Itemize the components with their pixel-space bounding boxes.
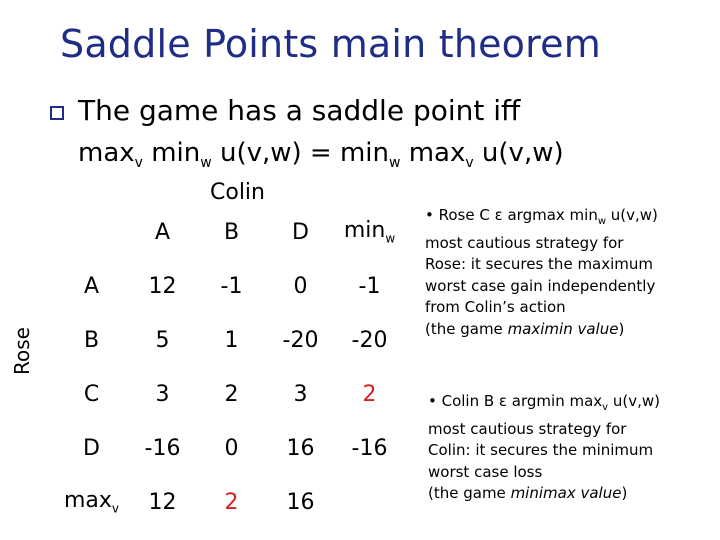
table-cell: -16: [351, 435, 388, 461]
note-text: • Rose C ε argmax min: [425, 206, 598, 224]
note-text: u(v,w): [608, 392, 660, 410]
formula-sub: v: [465, 155, 474, 172]
row-header-max: [55, 475, 128, 529]
slide-title: Saddle Points main theorem: [60, 22, 601, 66]
min-sub: w: [385, 231, 396, 246]
note-text: u(v,w): [606, 206, 658, 224]
formula-max: max: [78, 138, 135, 168]
note-sub: v: [602, 402, 609, 413]
table-row: [55, 259, 404, 313]
note-sub: w: [597, 216, 607, 227]
note-emphasis: minimax value: [510, 484, 622, 502]
note-line: Rose: it secures the maximum: [425, 255, 654, 273]
min-label: min: [343, 218, 386, 244]
max-sub: v: [111, 501, 120, 516]
note-line: worst case gain independently: [425, 276, 656, 295]
note-text: ): [618, 319, 625, 338]
bullet-statement: [50, 94, 520, 127]
table-cell: -20: [351, 327, 388, 353]
table-cell: 3: [293, 381, 308, 407]
table-cell: 3: [155, 381, 170, 407]
column-header: B: [223, 219, 240, 245]
rose-label: Rose: [10, 327, 34, 375]
note-line: worst case loss: [428, 462, 543, 481]
note-text: (the game: [425, 319, 508, 338]
table-cell: 0: [224, 435, 239, 461]
column-header: A: [154, 219, 171, 245]
column-header: D: [292, 219, 309, 245]
table-row: [55, 367, 404, 421]
table-header-row: [55, 205, 404, 259]
table-cell-highlighted: 2: [362, 381, 377, 407]
square-bullet-icon: [50, 106, 64, 120]
table-cell: -16: [144, 435, 181, 461]
note-text: ): [621, 484, 628, 502]
formula-sub: w: [389, 155, 401, 172]
table-cell: 2: [224, 381, 239, 407]
table-row: [55, 313, 404, 367]
payoff-matrix: [55, 205, 404, 529]
note-line: most cautious strategy for: [425, 233, 624, 252]
formula-end: u(v,w): [473, 138, 564, 168]
column-header-min: [335, 205, 404, 259]
formula-mid: u(v,w) = min: [211, 138, 389, 168]
max-label: max: [63, 488, 112, 514]
table-cell: 16: [286, 435, 315, 461]
formula-sub: w: [200, 155, 212, 172]
table-cell: 12: [148, 273, 177, 299]
note-line: [425, 319, 658, 341]
table-cell: 0: [293, 273, 308, 299]
saddle-formula: [78, 138, 564, 171]
note-emphasis: maximin value: [507, 319, 619, 338]
table-row: [55, 421, 404, 475]
note-line: most cautious strategy for: [428, 419, 627, 438]
note-line: [425, 205, 658, 233]
row-header: B: [83, 327, 100, 353]
bullet-text: The game has a saddle point iff: [78, 94, 521, 127]
table-cell: -1: [220, 273, 243, 299]
corner-cell: [55, 205, 128, 259]
note-line: Colin: it secures the minimum: [428, 441, 654, 459]
colin-note: [428, 391, 660, 505]
rose-note: [425, 205, 658, 340]
table-cell: -1: [358, 273, 381, 299]
table-cell: [335, 475, 404, 529]
table-cell-highlighted: 2: [224, 489, 239, 515]
table-cell: 16: [286, 489, 315, 515]
table-cell: 1: [224, 327, 239, 353]
formula-max2: max: [400, 138, 466, 168]
table-cell: 12: [148, 489, 177, 515]
formula-min: min: [142, 138, 201, 168]
note-line: from Colin’s action: [425, 298, 566, 316]
table-cell: -20: [282, 327, 319, 353]
formula-sub: v: [134, 155, 143, 172]
table-row-max: [55, 475, 404, 529]
row-header: D: [83, 435, 100, 461]
note-line: [428, 391, 660, 419]
colin-label: Colin: [210, 180, 265, 205]
note-text: • Colin B ε argmin max: [428, 392, 603, 410]
note-line: [428, 483, 660, 505]
row-header: A: [83, 273, 100, 299]
row-header: C: [83, 381, 100, 407]
table-cell: 5: [155, 327, 170, 353]
note-text: (the game: [428, 484, 511, 502]
